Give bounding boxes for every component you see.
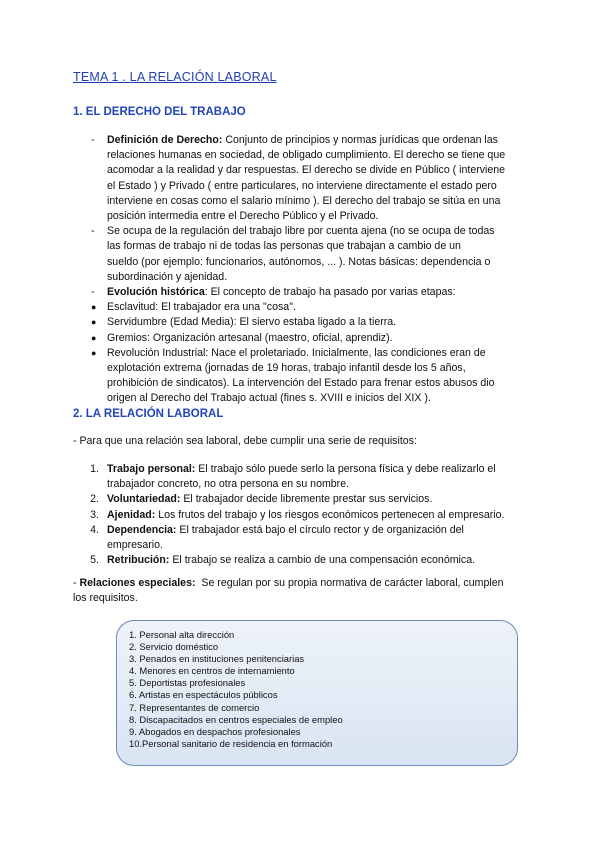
evolution-term: Evolución histórica	[107, 286, 205, 299]
text-line: prohibición de sindicatos). La intervención del Estado para frenar estos abusos dio	[107, 377, 495, 390]
requirements-intro: - Para que una relación sea laboral, debe cumplir una serie de requisitos:	[73, 435, 417, 447]
text-line: Se ocupa de la regulación del trabajo libre por cuenta ajena (no se ocupa de todas	[107, 225, 495, 238]
page-title: TEMA 1 . LA RELACIÓN LABORAL	[73, 70, 277, 84]
text-line: los requisitos.	[73, 592, 138, 605]
text-line: El trabajador está bajo el círculo rector y de organización del	[179, 523, 464, 536]
bullet-marker: ●	[91, 302, 97, 313]
special-relations	[73, 576, 543, 606]
requirement-term: Trabajo personal:	[107, 463, 196, 475]
special-relations-list	[129, 629, 343, 750]
dash-prefix: -	[73, 577, 80, 589]
special-relations-term: Relaciones especiales:	[79, 577, 196, 589]
text-line: : El concepto de trabajo ha pasado por varias etapas:	[204, 286, 456, 299]
text-line: Conjunto de principios y normas jurídicas que ordenan las	[225, 134, 498, 146]
text-line: origen al Derecho del Trabajo actual (fines s. XVIII e inicios del XIX ).	[107, 392, 431, 405]
text-line: trabajador concreto, no otra persona en su nombre.	[107, 478, 350, 491]
text-line: El trabajo sólo puede serlo la persona física y debe realizarlo el	[198, 463, 496, 475]
list-item: 6. Artistas en espectáculos públicos	[129, 689, 278, 701]
list-number: 4.	[90, 523, 99, 536]
text-line: Los frutos del trabajo y los riesgos económicos pertenecen al empresario.	[158, 508, 505, 521]
requirement-term: Retribución:	[107, 554, 170, 567]
text-line: El trabajo se realiza a cambio de una compensación económica.	[172, 554, 476, 567]
special-relations-box	[116, 620, 518, 766]
bullet-marker: ●	[91, 332, 97, 343]
list-item: 9. Abogados en despachos profesionales	[129, 725, 301, 737]
section-heading-1: 1. EL DERECHO DEL TRABAJO	[73, 106, 246, 118]
list-item: 4. Menores en centros de internamiento	[129, 665, 295, 677]
bullet-item: Servidumbre (Edad Media): El siervo estaba ligado a la tierra.	[107, 316, 397, 329]
dash-marker: -	[91, 225, 95, 238]
text-line: explotación extrema (jornadas de 19 horas, trabajo infantil desde los 5 años,	[107, 362, 466, 375]
requirements-list	[73, 462, 533, 568]
text-line: acomodar a la realidad y dar respuestas. El derecho se divide en Público ( interviene	[107, 164, 506, 177]
list-item: 2. Servicio doméstico	[129, 641, 219, 653]
list-number: 3.	[90, 508, 99, 521]
list-number: 1.	[90, 463, 99, 475]
dash-marker: -	[91, 134, 95, 146]
text-line: relaciones humanas en sociedad, de obligado cumplimiento. El derecho se tiene que	[107, 149, 506, 162]
bullet-item: Esclavitud: El trabajador era una "cosa".	[107, 301, 296, 314]
requirement-term: Dependencia:	[107, 523, 177, 536]
bullet-marker: ●	[91, 347, 97, 358]
bullet-marker: ●	[91, 317, 97, 328]
definition-item	[73, 133, 533, 407]
section-heading-2: 2. LA RELACIÓN LABORAL	[73, 408, 224, 420]
list-item: 5. Deportistas profesionales	[129, 677, 246, 689]
requirement-term: Voluntariedad:	[107, 493, 181, 506]
bullet-item: Gremios: Organización artesanal (maestro, oficial, aprendiz).	[107, 331, 393, 344]
list-item: 7. Representantes de comercio	[129, 701, 260, 713]
requirement-term: Ajenidad:	[107, 508, 156, 521]
text-line: subordinación y ajenidad.	[107, 270, 228, 283]
text-line: empresario.	[107, 539, 163, 552]
list-item: 3. Penados en instituciones penitenciarias	[129, 653, 305, 665]
bullet-item: Revolución Industrial: Nace el proletariado. Inicialmente, las condiciones eran de	[107, 346, 486, 359]
text-line: sueldo (por ejemplo: funcionarios, autónomos, ... ). Notas básicas: dependencia o	[107, 255, 491, 268]
list-item: 10.Personal sanitario de residencia en formación	[129, 737, 333, 749]
list-item: 8. Discapacitados en centros especiales de empleo	[129, 713, 343, 725]
text-line: el Estado ) y Privado ( entre particulares, no interviene directamente el estado pero	[107, 179, 497, 192]
dash-marker: -	[91, 286, 95, 299]
text-line: interviene en cosas como el salario mínimo ). El derecho del trabajo se sitúa en una	[107, 194, 501, 207]
list-number: 2.	[90, 493, 99, 506]
text-line: Se regulan por su propia normativa de carácter laboral, cumplen	[195, 577, 504, 589]
definition-term: Definición de Derecho:	[107, 134, 223, 146]
list-number: 5.	[90, 554, 99, 567]
text-line: posición intermedia entre el Derecho Público y el Privado.	[107, 210, 379, 223]
list-item: 1. Personal alta dirección	[129, 629, 235, 640]
text-line: las formas de trabajo ni de todas las personas que trabajan a cambio de un	[107, 240, 461, 253]
text-line: El trabajador decide libremente prestar sus servicios.	[183, 493, 433, 506]
